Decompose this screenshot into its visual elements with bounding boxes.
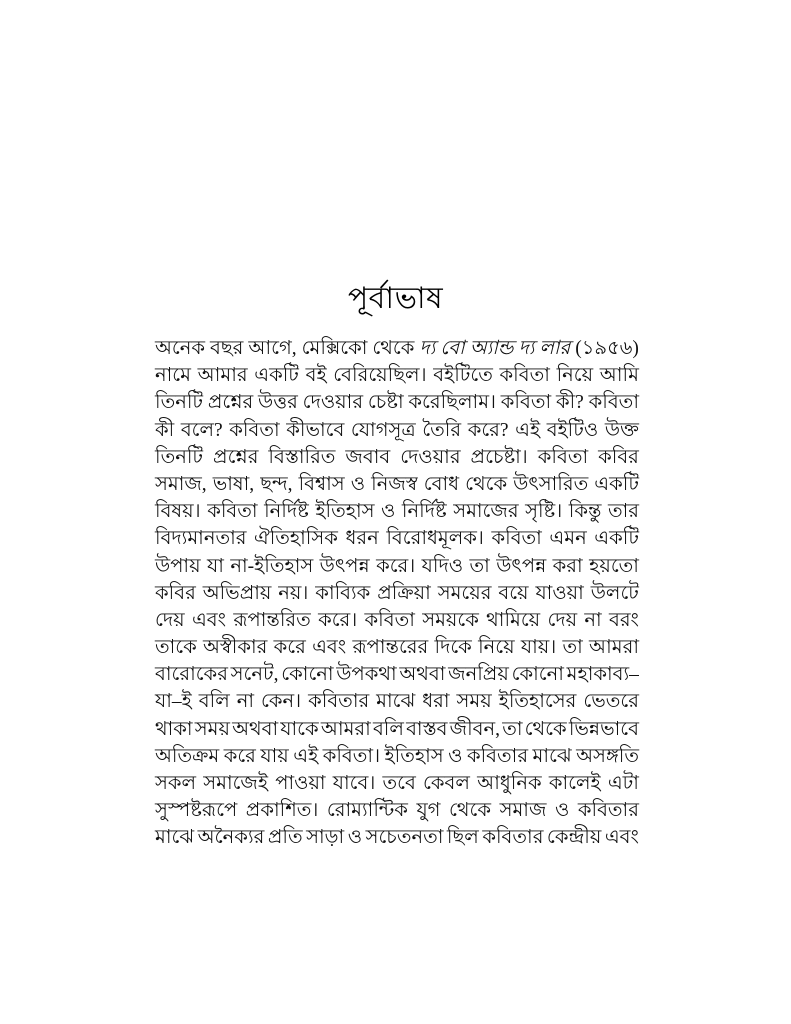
text-word: তাকে xyxy=(155,637,197,659)
text-word: নামে xyxy=(155,365,191,387)
text-word: বেরিয়েছিল। xyxy=(333,365,427,387)
text-word: ইতিহাস xyxy=(315,501,375,523)
text-word: লার xyxy=(539,338,571,359)
text-word: একটি xyxy=(254,365,299,387)
text-word: বই xyxy=(305,365,327,387)
text-line xyxy=(155,498,639,525)
text-word: যুগ xyxy=(416,800,441,822)
text-word: বছর xyxy=(210,338,244,359)
text-word: দ্য xyxy=(518,338,535,359)
text-word: কবিতা xyxy=(537,446,589,468)
text-word: প্রচেষ্টা। xyxy=(470,446,528,468)
text-word: কী xyxy=(155,419,175,441)
text-line xyxy=(155,716,639,743)
text-word: এবং xyxy=(191,609,227,631)
text-line xyxy=(155,444,639,471)
text-word: মাঝে xyxy=(532,745,572,767)
text-word: প্রতি xyxy=(267,827,303,849)
text-word: কী? xyxy=(555,392,584,414)
text-word: সময়ের xyxy=(437,582,492,604)
text-word: অথবা xyxy=(399,664,446,686)
text-line xyxy=(155,688,639,715)
text-word: বিদ্যমানতার xyxy=(155,528,247,550)
text-word: উৎসারিত xyxy=(513,473,589,495)
text-word: করেছিলাম। xyxy=(408,392,496,414)
body-text-block xyxy=(155,335,639,852)
text-word: থামিয়ে xyxy=(486,609,541,631)
text-word: ও xyxy=(554,800,570,822)
text-word: কবিতা xyxy=(229,419,280,441)
text-word: তা xyxy=(469,555,490,577)
text-word: কাব্যিক xyxy=(315,582,371,604)
text-word: মহাকাব্য– xyxy=(566,664,639,686)
text-word: বইটিতে xyxy=(433,365,493,387)
text-word: দিকে xyxy=(434,637,472,659)
text-word: করা xyxy=(552,555,583,577)
text-word: সৃষ্টি। xyxy=(525,501,563,523)
text-word: পাওয়া xyxy=(275,773,326,794)
text-word: মাঝে xyxy=(155,827,195,849)
text-word: প্রক্রিয়া xyxy=(377,582,431,604)
text-word: আমি xyxy=(599,365,639,387)
text-word: কবিতার xyxy=(466,745,529,767)
text-word: কবিতা xyxy=(207,501,258,523)
text-word: কবিতার xyxy=(482,827,544,849)
text-word: তিনটি xyxy=(155,392,204,414)
text-word: অ্যান্ড xyxy=(469,338,514,359)
text-word: বারোকের xyxy=(155,664,228,686)
text-word: কবিতা। xyxy=(322,745,381,767)
text-word: থেকে xyxy=(372,338,415,359)
text-word: যদিও xyxy=(421,555,464,577)
text-word: বাস্তব xyxy=(406,718,448,740)
text-word: দেয় xyxy=(547,609,578,631)
text-word: বরং xyxy=(608,609,639,631)
text-word: যাওয়া xyxy=(535,582,584,604)
text-word: কীভাবে xyxy=(286,419,345,441)
text-line xyxy=(155,797,639,824)
text-word: জনপ্রিয় xyxy=(448,664,509,686)
text-word: সকল xyxy=(155,773,197,794)
text-word: ঐতিহাসিক xyxy=(254,528,338,550)
text-word: কবিতা xyxy=(491,528,542,550)
text-word: দ্য xyxy=(419,338,436,359)
text-line xyxy=(155,770,639,797)
text-word: সমাজেই xyxy=(203,773,269,794)
text-word: সময়কে xyxy=(422,609,479,631)
text-word: কোনো xyxy=(511,664,564,686)
text-word: সনেট, xyxy=(230,664,279,686)
text-word: উৎপন্ন xyxy=(496,555,547,577)
text-word: কেন। xyxy=(260,691,302,713)
text-word: আগে, xyxy=(248,338,297,359)
text-line xyxy=(155,389,639,416)
text-word: ধরা xyxy=(422,691,450,713)
text-word: চেষ্টা xyxy=(367,392,404,414)
text-word: উৎপন্ন xyxy=(319,555,370,577)
text-word: কবিতা xyxy=(499,365,550,387)
text-word: এবং xyxy=(604,827,639,849)
text-line xyxy=(155,824,639,851)
text-word: প্রশ্নের xyxy=(207,392,254,414)
text-word: কালেই xyxy=(548,773,601,794)
text-word: কবির xyxy=(155,582,196,604)
text-line xyxy=(155,471,639,498)
text-line xyxy=(155,362,639,389)
text-word: উপকথা xyxy=(336,664,397,686)
text-line xyxy=(155,634,639,661)
text-word: তৈরি xyxy=(422,419,462,441)
text-word: অনৈক্যর xyxy=(197,827,265,849)
text-word: যা–ই xyxy=(155,691,192,713)
text-word: করে? xyxy=(467,419,509,441)
text-word: সমাজ, xyxy=(155,473,207,495)
text-word: অতিক্রম xyxy=(155,745,220,767)
text-word: রূপান্তরের xyxy=(352,637,429,659)
text-line xyxy=(155,607,639,634)
page-title: পূর্বাভাষ xyxy=(347,282,444,316)
text-line xyxy=(155,417,639,444)
text-word: যোগসূত্র xyxy=(350,419,416,441)
text-word: তা xyxy=(502,718,523,740)
text-word: (১৯৫৬) xyxy=(575,338,639,359)
text-word: কবিতা xyxy=(364,609,415,631)
text-word: কবিতার xyxy=(308,691,370,713)
text-word: না xyxy=(236,691,254,713)
text-word: দেওয়ার xyxy=(302,392,364,414)
text-word: থেকে xyxy=(465,473,508,495)
text-word: কবিতা xyxy=(588,392,639,414)
text-line xyxy=(155,525,639,552)
text-word: জীবন, xyxy=(449,718,501,740)
text-word: এই xyxy=(293,745,319,767)
text-word: তা xyxy=(562,637,583,659)
text-word: সমাজ xyxy=(499,800,547,822)
text-word: উপায় xyxy=(155,555,201,577)
text-word: অস্বীকার xyxy=(203,637,268,659)
text-word: উত্তর xyxy=(258,392,298,414)
text-word: উলটে xyxy=(590,582,639,604)
text-word: ভিন্নভাবে xyxy=(568,718,639,740)
text-word: ও xyxy=(350,473,366,495)
text-word: আমরা xyxy=(320,718,371,740)
text-word: ও xyxy=(448,745,463,767)
text-word: তিনটি xyxy=(155,446,204,468)
text-word: জবাব xyxy=(345,446,391,468)
text-word: প্রশ্নের xyxy=(213,446,259,468)
text-word: ছন্দ, xyxy=(260,473,293,495)
text-line xyxy=(155,580,639,607)
text-word: অথবা xyxy=(232,718,279,740)
text-word: করে। xyxy=(318,609,358,631)
text-word: একটি xyxy=(594,528,639,550)
text-word: হয়তো xyxy=(589,555,639,577)
text-word: করে xyxy=(273,637,306,659)
text-word: আমরা xyxy=(589,637,639,659)
text-word: নির্দিষ্ট xyxy=(264,501,309,523)
text-word: ও xyxy=(347,827,363,849)
text-word: বিশ্বাস xyxy=(298,473,345,495)
text-word: নয়। xyxy=(278,582,309,604)
text-word: ছিল xyxy=(446,827,479,849)
text-word: নির্দিষ্ট xyxy=(401,501,447,523)
text-word: যা xyxy=(207,555,224,577)
text-word: বইটিও xyxy=(546,419,599,441)
text-word: কবিতা xyxy=(500,392,552,414)
text-word: যায়। xyxy=(520,637,557,659)
text-word: রোম্যান্টিক xyxy=(326,800,408,822)
text-word: এমন xyxy=(549,528,587,550)
text-word: ইতিহাসের xyxy=(498,691,577,713)
text-word: নিজস্ব xyxy=(371,473,418,495)
text-word: বয়ে xyxy=(498,582,529,604)
text-word: যাকে xyxy=(280,718,319,740)
text-line xyxy=(155,661,639,688)
text-word: মাঝে xyxy=(376,691,416,713)
text-word: না-ইতিহাস xyxy=(230,555,314,577)
text-word: ভাষা, xyxy=(212,473,255,495)
text-word: উক্ত xyxy=(604,419,639,441)
text-word: এবং xyxy=(312,637,347,659)
text-word: বিরোধমূলক। xyxy=(386,528,484,550)
text-word: ভেতরে xyxy=(583,691,639,713)
text-word: দেয় xyxy=(155,609,185,631)
text-word: প্রকাশিত। xyxy=(245,800,319,822)
text-word: কিন্তু xyxy=(568,501,602,523)
text-word: সময় xyxy=(194,718,230,740)
text-word: রূপান্তরিত xyxy=(233,609,311,631)
text-word: ও xyxy=(381,501,396,523)
text-word: করে xyxy=(223,745,256,767)
text-word: সাড়া xyxy=(306,827,345,849)
text-word: কবিতার xyxy=(577,800,639,822)
text-word: তার xyxy=(607,501,639,523)
text-line xyxy=(155,335,639,362)
text-word: ধরন xyxy=(345,528,379,550)
text-word: সমাজের xyxy=(453,501,519,523)
text-word: যাবে। xyxy=(332,773,376,794)
text-word: বিস্তারিত xyxy=(268,446,336,468)
text-word: কেন্দ্রীয় xyxy=(546,827,602,849)
text-word: বলি xyxy=(372,718,404,740)
text-word: সচেতনতা xyxy=(365,827,444,849)
text-word: বলে? xyxy=(180,419,223,441)
text-word: আধুনিক xyxy=(477,773,542,794)
text-word: এটা xyxy=(607,773,639,794)
text-word: কোনো xyxy=(281,664,334,686)
text-word: দেওয়ার xyxy=(400,446,461,468)
text-word: থেকে xyxy=(449,800,492,822)
text-word: সময় xyxy=(456,691,492,713)
text-word: অভিপ্রায় xyxy=(202,582,272,604)
text-word: কবির xyxy=(598,446,639,468)
text-word: থেকে xyxy=(524,718,567,740)
text-word: সুস্পষ্টরূপে xyxy=(155,800,238,822)
text-word: কেবল xyxy=(423,773,470,794)
text-word: যায় xyxy=(260,745,289,767)
text-word: থাকা xyxy=(155,718,193,740)
text-word: বলি xyxy=(198,691,230,713)
text-word: নিয়ে xyxy=(478,637,515,659)
text-line xyxy=(155,743,639,770)
text-word: এই xyxy=(515,419,541,441)
text-word: অসঙ্গতি xyxy=(576,745,639,767)
text-word: না xyxy=(584,609,602,631)
text-word: বিষয়। xyxy=(155,501,201,523)
text-word: বো xyxy=(440,338,465,359)
text-word: মেক্সিকো xyxy=(301,338,368,359)
text-word: একটি xyxy=(594,473,639,495)
text-word: তবে xyxy=(382,773,416,794)
text-line xyxy=(155,553,639,580)
text-word: আমার xyxy=(197,365,248,387)
text-word: নিয়ে xyxy=(556,365,594,387)
text-word: অনেক xyxy=(155,338,206,359)
text-word: করে। xyxy=(376,555,416,577)
text-word: বোধ xyxy=(423,473,460,495)
text-word: ইতিহাস xyxy=(384,745,444,767)
